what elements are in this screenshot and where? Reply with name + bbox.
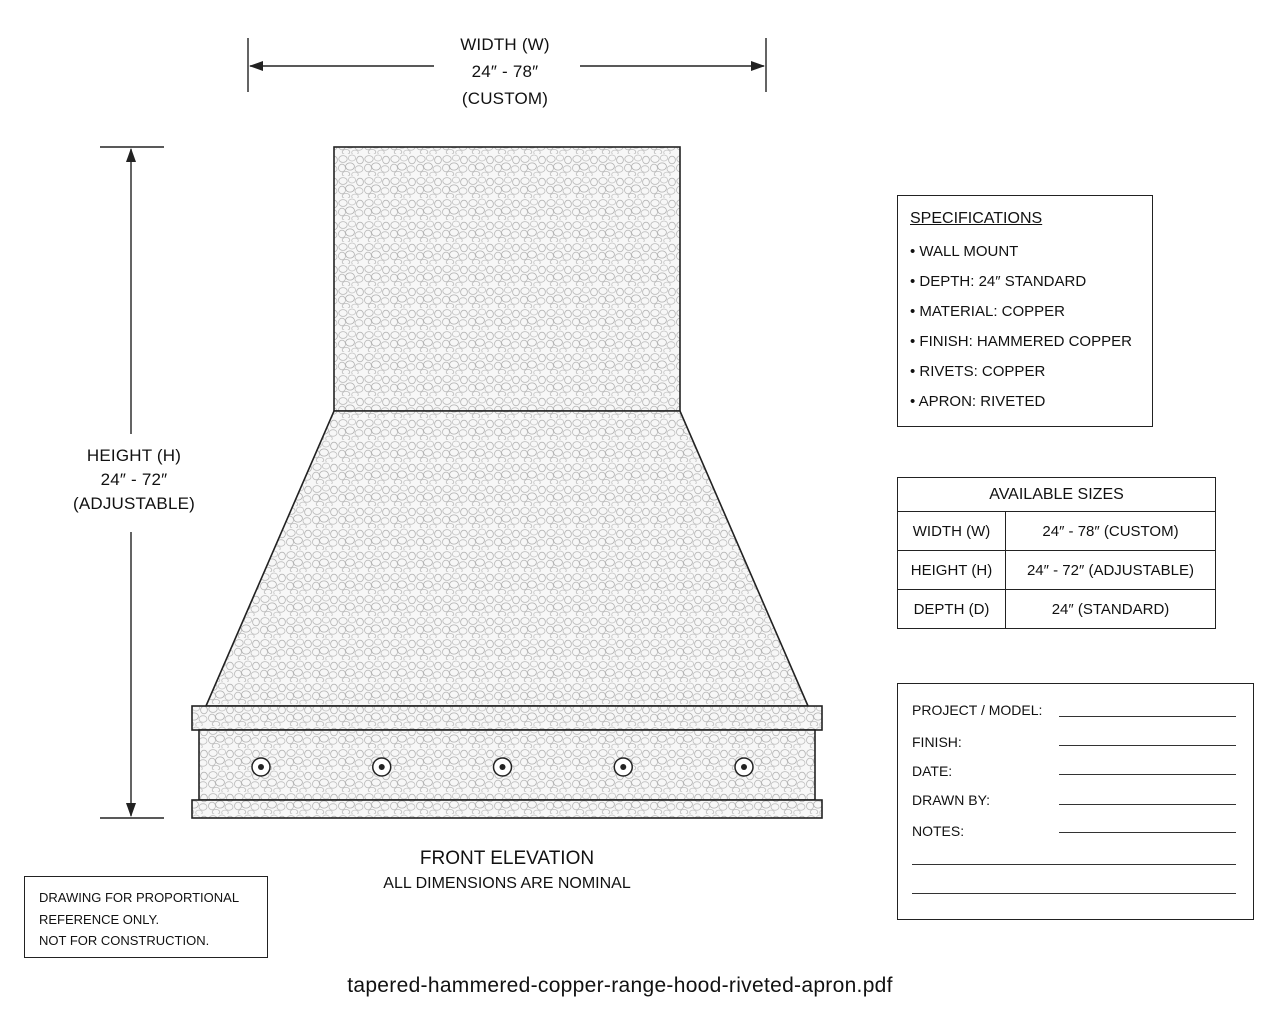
spec-item: • RIVETS: COPPER xyxy=(910,363,1046,380)
disclaimer-line: NOT FOR CONSTRUCTION. xyxy=(39,933,210,948)
table-row xyxy=(898,512,1216,551)
size-label: DEPTH (D) xyxy=(898,590,1006,629)
disclaimer-line: REFERENCE ONLY. xyxy=(39,911,160,927)
rivet-head xyxy=(258,764,264,770)
range-hood xyxy=(192,147,822,818)
apron-bottom-band xyxy=(192,800,822,818)
height-range: 24″ - 72″ xyxy=(100,470,168,489)
hood-tapered-body xyxy=(206,411,808,706)
finish-label: FINISH: xyxy=(912,734,962,750)
notes-line xyxy=(912,893,1236,894)
width-dimension-label xyxy=(405,31,605,112)
table-row xyxy=(898,551,1216,590)
project-model-label: PROJECT / MODEL: xyxy=(912,702,1043,718)
height-dimension-label xyxy=(44,444,224,516)
file-name: tapered-hammered-copper-range-hood-riveted-apron.pdf xyxy=(347,974,893,997)
date-label: DATE: xyxy=(912,763,953,779)
drawn-by-label: DRAWN BY: xyxy=(912,792,991,808)
finish-field xyxy=(1059,745,1236,746)
size-value: 24″ (STANDARD) xyxy=(1006,590,1216,629)
caption-subtitle: ALL DIMENSIONS ARE NOMINAL xyxy=(383,875,631,892)
specifications-box xyxy=(897,195,1153,427)
hood-chimney xyxy=(334,147,680,411)
available-sizes-table xyxy=(897,477,1216,629)
disclaimer-line: DRAWING FOR PROPORTIONAL xyxy=(39,890,240,905)
date-field xyxy=(1059,774,1236,775)
height-label: HEIGHT (H) xyxy=(86,446,182,465)
spec-item: • WALL MOUNT xyxy=(910,243,1019,260)
notes-label: NOTES: xyxy=(912,823,965,839)
disclaimer-text xyxy=(39,887,239,952)
width-label: WIDTH (W) xyxy=(460,35,550,54)
elevation-caption xyxy=(307,848,707,893)
width-note: (CUSTOM) xyxy=(461,89,549,108)
rivet-head xyxy=(741,764,747,770)
caption-title: FRONT ELEVATION xyxy=(419,848,595,869)
notes-line xyxy=(912,864,1236,865)
height-note: (ADJUSTABLE) xyxy=(72,494,196,513)
disclaimer-box xyxy=(24,876,268,958)
size-value: 24″ - 78″ (CUSTOM) xyxy=(1006,512,1216,551)
spec-item: • APRON: RIVETED xyxy=(910,393,1046,410)
size-value: 24″ - 72″ (ADJUSTABLE) xyxy=(1006,551,1216,590)
notes-field xyxy=(1059,832,1236,833)
specifications-list xyxy=(910,242,1132,422)
width-range: 24″ - 78″ xyxy=(471,62,539,81)
rivet-head xyxy=(620,764,626,770)
rivet-head xyxy=(500,764,506,770)
drawn-by-field xyxy=(1059,804,1236,805)
spec-item: • MATERIAL: COPPER xyxy=(910,303,1066,320)
title-block xyxy=(897,683,1254,920)
spec-item: • FINISH: HAMMERED COPPER xyxy=(910,333,1132,350)
size-label: HEIGHT (H) xyxy=(898,551,1006,590)
table-row xyxy=(898,590,1216,629)
apron-top-band xyxy=(192,706,822,730)
spec-item: • DEPTH: 24″ STANDARD xyxy=(910,273,1087,290)
size-label: WIDTH (W) xyxy=(898,512,1006,551)
project-model-field xyxy=(1059,716,1236,717)
available-sizes-title: AVAILABLE SIZES xyxy=(898,478,1216,512)
rivet-head xyxy=(379,764,385,770)
specifications-title: SPECIFICATIONS xyxy=(910,210,1043,227)
